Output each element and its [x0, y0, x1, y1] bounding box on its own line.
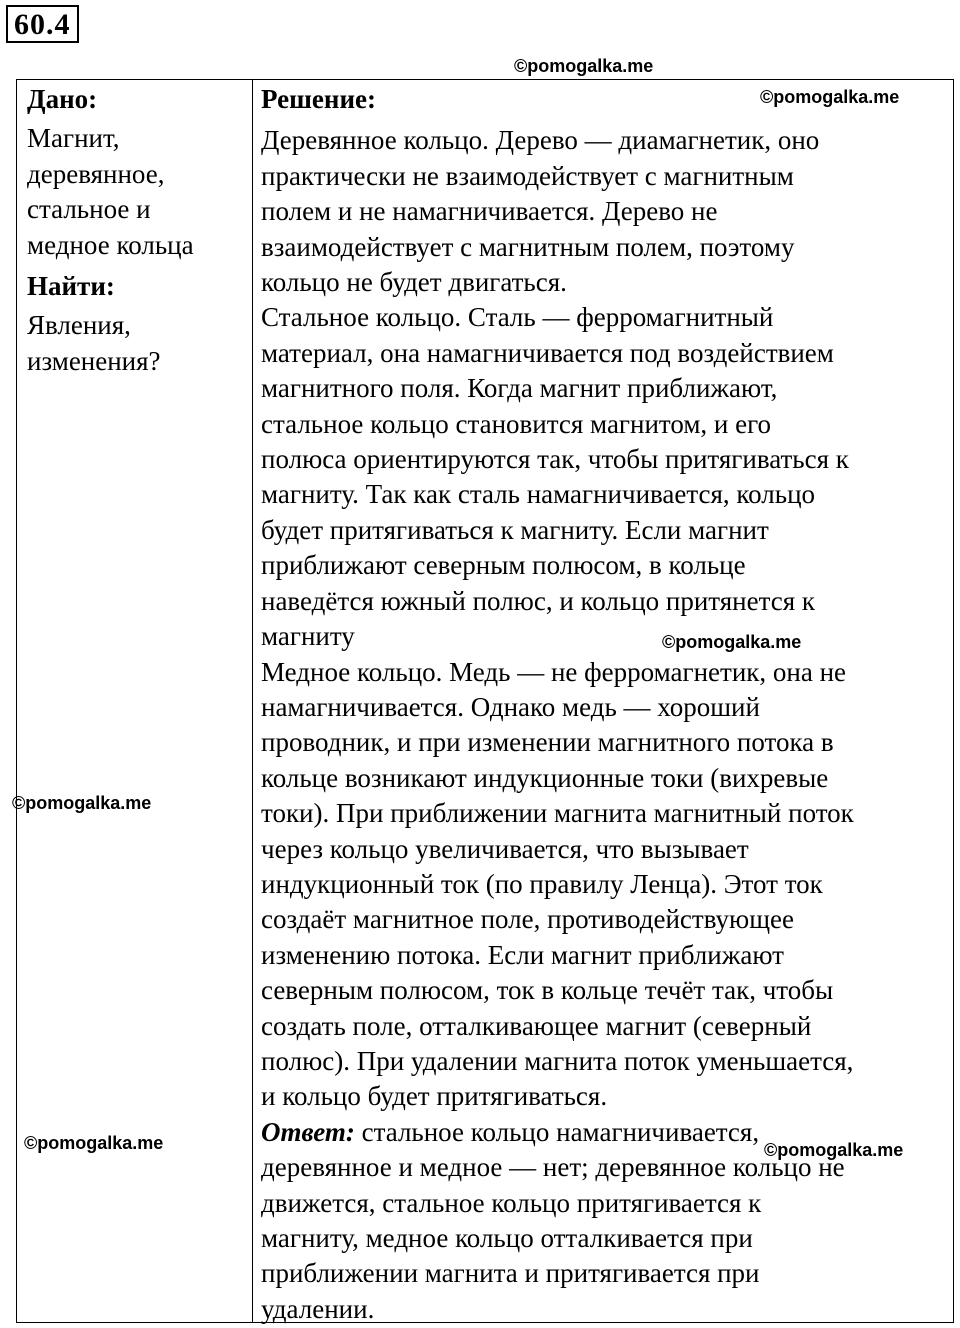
answer-label: Ответ: — [261, 1116, 355, 1147]
watermark-header-right: ©pomogalka.me — [760, 87, 900, 107]
problem-number: 60.4 — [6, 5, 79, 43]
watermark-middle: ©pomogalka.me — [662, 632, 802, 652]
find-heading: Найти: — [27, 271, 115, 302]
watermark-top: ©pomogalka.me — [514, 56, 654, 76]
given-heading: Дано: — [27, 84, 98, 114]
solution-paragraph-steel: Стальное кольцо. Сталь — ферромагнитный материал, она намагничивается под воздействием магнитного поля. Когда магнит приближают, стальное кольцо становится магнитом, и его полюса ориентируются так, чтобы притягиваться к магниту. Так как сталь намагничивается, кольцо будет притягиваться к магниту. Если магнит приближают северным полюсом, в кольце наведётся южный полюс, и кольцо притянется к магниту — [261, 302, 849, 652]
solution-paragraph-copper: Медное кольцо. Медь — не ферромагнетик, она не намагничивается. Однако медь — хороший проводник, и при изменении магнитного потока в кольце возникают индукционные токи (вихревые токи). При приближении магнита магнитный поток через кольцо увеличивается, что вызывает индукционный ток (по правилу Ленца). Этот ток создаёт магнитное поле, противодействующее изменению потока. Если магнит приближают северным полюсом, ток в кольце течёт так, чтобы создать поле, отталкивающее магнит (северный полюс). При удалении магнита поток уменьшается, и кольцо будет притягиваться. — [261, 656, 854, 1112]
column-divider — [252, 80, 253, 1322]
find-text: Явления, изменения? — [27, 310, 161, 376]
solution-paragraph-wood: Деревянное кольцо. Дерево — диамагнетик, оно практически не взаимодействует с магнитным полем и не намагничивается. Дерево не взаимодействует с магнитным полем, поэтому кольцо не будет двигаться. — [261, 125, 820, 298]
given-column — [27, 82, 247, 379]
watermark-left: ©pomogalka.me — [12, 793, 152, 813]
solution-heading: Решение: — [261, 84, 376, 114]
watermark-bottom-left: ©pomogalka.me — [24, 1133, 164, 1153]
given-text: Магнит, деревянное, стальное и медное кольца — [27, 123, 194, 260]
watermark-bottom-right: ©pomogalka.me — [764, 1140, 904, 1160]
answer-text: стальное кольцо намагничивается, деревянное и медное — нет; деревянное кольцо не движется, стальное кольцо притягивается к магниту, медное кольцо отталкивается при приближении магнита и притягивается при удалении. — [261, 1116, 845, 1324]
